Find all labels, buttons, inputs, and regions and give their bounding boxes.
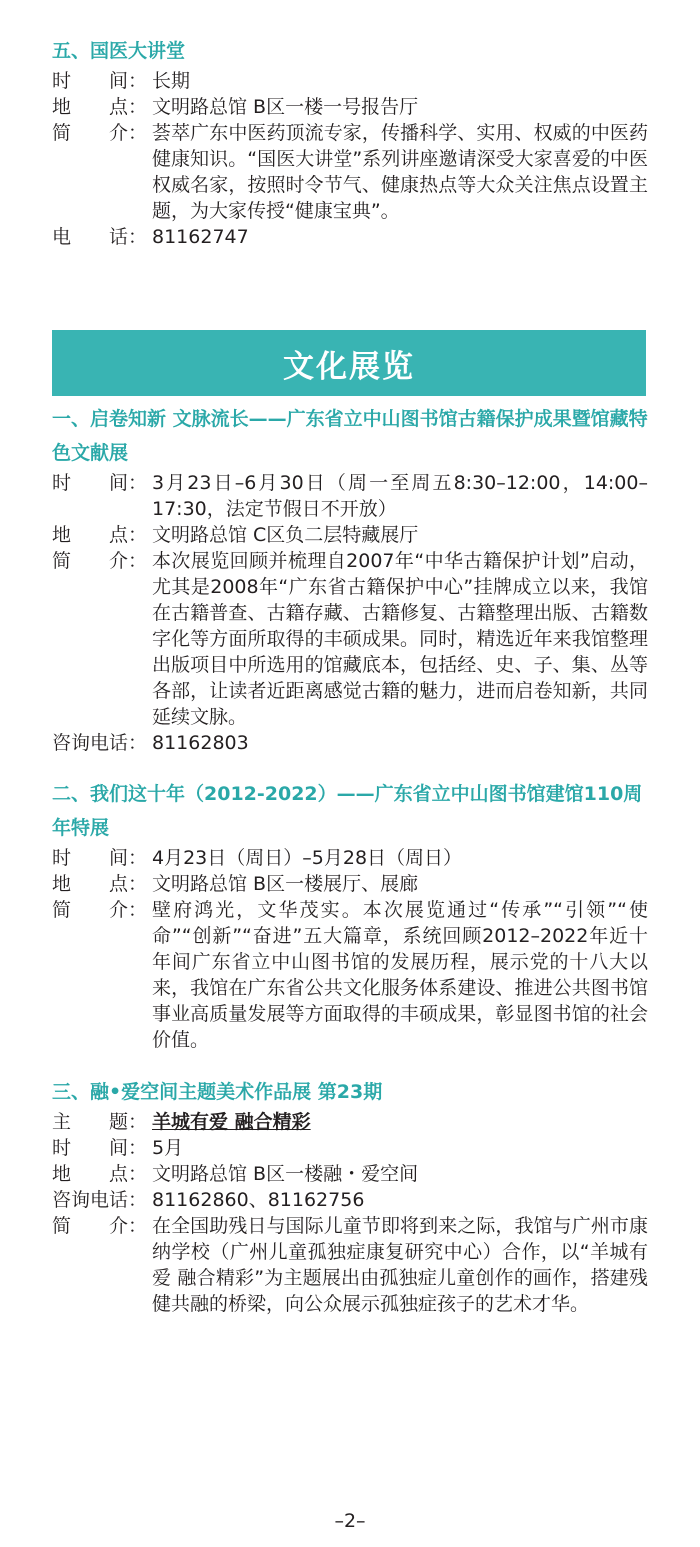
field-label: 咨询电话： (52, 732, 148, 754)
exhibit-ten-years (52, 777, 648, 1053)
info-row-location (52, 871, 648, 897)
field-label: 简 介： (52, 899, 148, 921)
field-value: 文明路总馆 B区一楼一号报告厅 (152, 96, 419, 118)
info-row-theme (52, 1109, 648, 1135)
info-row-time (52, 845, 648, 871)
field-label: 地 点： (52, 1163, 148, 1185)
page-number: –2– (334, 1510, 366, 1532)
field-value: 壁府鸿光，文华茂实。本次展览通过“传承”“引领”“使命”“创新”“奋进”五大篇章，系统回顾2012–2022年近十年间广东省立中山图书馆的发展历程，展示党的十八大以来，我馆在广东省公共文化服务体系建设、推进公共图书馆事业高质量发展等方面取得的丰硕成果，彰显图书馆的社会价值。 (152, 899, 648, 1051)
section-title: 三、融•爱空间主题美术作品展 第23期 (52, 1081, 383, 1103)
field-value: 文明路总馆 B区一楼展厅、展廊 (152, 873, 419, 895)
theme-value: 羊城有爱 融合精彩 (152, 1111, 311, 1133)
field-value: 81162747 (152, 226, 249, 248)
field-value: 长期 (152, 70, 191, 92)
field-value: 荟萃广东中医药顶流专家，传播科学、实用、权威的中医药健康知识。“国医大讲堂”系列讲座邀请深受大家喜爱的中医权威名家，按照时令节气、健康热点等大众关注焦点设置主题，为大家传授“健康宝典”。 (152, 122, 648, 222)
field-value: 文明路总馆 C区负二层特藏展厅 (152, 524, 419, 546)
exhibit-art-works (52, 1075, 648, 1317)
lecture-section (52, 34, 648, 250)
section-title: 二、我们这十年（2012-2022）——广东省立中山图书馆建馆110周年特展 (52, 783, 643, 839)
field-label: 简 介： (52, 550, 148, 572)
field-label: 电 话： (52, 226, 148, 248)
section-title: 一、启卷知新 文脉流长——广东省立中山图书馆古籍保护成果暨馆藏特色文献展 (52, 408, 648, 464)
info-row-intro (52, 548, 648, 730)
field-label: 简 介： (52, 122, 148, 144)
field-value: 4月23日（周日）–5月28日（周日） (152, 847, 463, 869)
field-label: 咨询电话： (52, 1189, 148, 1211)
info-row-phone (52, 730, 648, 756)
field-label: 地 点： (52, 96, 148, 118)
info-row-location (52, 522, 648, 548)
section-title: 五、国医大讲堂 (52, 40, 186, 62)
info-row-phone (52, 1187, 648, 1213)
field-label: 简 介： (52, 1215, 148, 1237)
info-row-intro (52, 1213, 648, 1317)
field-value: 5月 (152, 1137, 184, 1159)
info-row-time (52, 1135, 648, 1161)
field-label: 时 间： (52, 1137, 148, 1159)
exhibit-ancient-books (52, 402, 648, 756)
info-row-location (52, 94, 648, 120)
info-row-location (52, 1161, 648, 1187)
field-label: 时 间： (52, 472, 148, 494)
info-row-phone (52, 224, 648, 250)
field-label: 时 间： (52, 847, 148, 869)
field-value: 在全国助残日与国际儿童节即将到来之际，我馆与广州市康纳学校（广州儿童孤独症康复研究中心）合作，以“羊城有爱 融合精彩”为主题展出由孤独症儿童创作的画作，搭建残健共融的桥梁，向公众展示孤独症孩子的艺术才华。 (152, 1215, 648, 1315)
field-value: 文明路总馆 B区一楼融・爱空间 (152, 1163, 419, 1185)
field-value: 本次展览回顾并梳理自2007年“中华古籍保护计划”启动，尤其是2008年“广东省古籍保护中心”挂牌成立以来，我馆在古籍普查、古籍存藏、古籍修复、古籍整理出版、古籍数字化等方面所取得的丰硕成果。同时，精选近年来我馆整理出版项目中所选用的馆藏底本，包括经、史、子、集、丛等各部，让读者近距离感觉古籍的魅力，进而启卷知新，共同延续文脉。 (152, 550, 648, 728)
field-value: 3月23日–6月30日（周一至周五8:30–12:00，14:00–17:30，法定节假日不开放） (152, 472, 648, 520)
field-label: 时 间： (52, 70, 148, 92)
info-row-time (52, 68, 648, 94)
info-row-intro (52, 120, 648, 224)
culture-exhibition-banner: 文化展览 (52, 330, 646, 396)
info-row-intro (52, 897, 648, 1053)
field-value: 81162860、81162756 (152, 1189, 365, 1211)
field-label: 地 点： (52, 524, 148, 546)
info-row-time (52, 470, 648, 522)
field-label: 主 题： (52, 1111, 148, 1133)
field-label: 地 点： (52, 873, 148, 895)
field-value: 81162803 (152, 732, 249, 754)
